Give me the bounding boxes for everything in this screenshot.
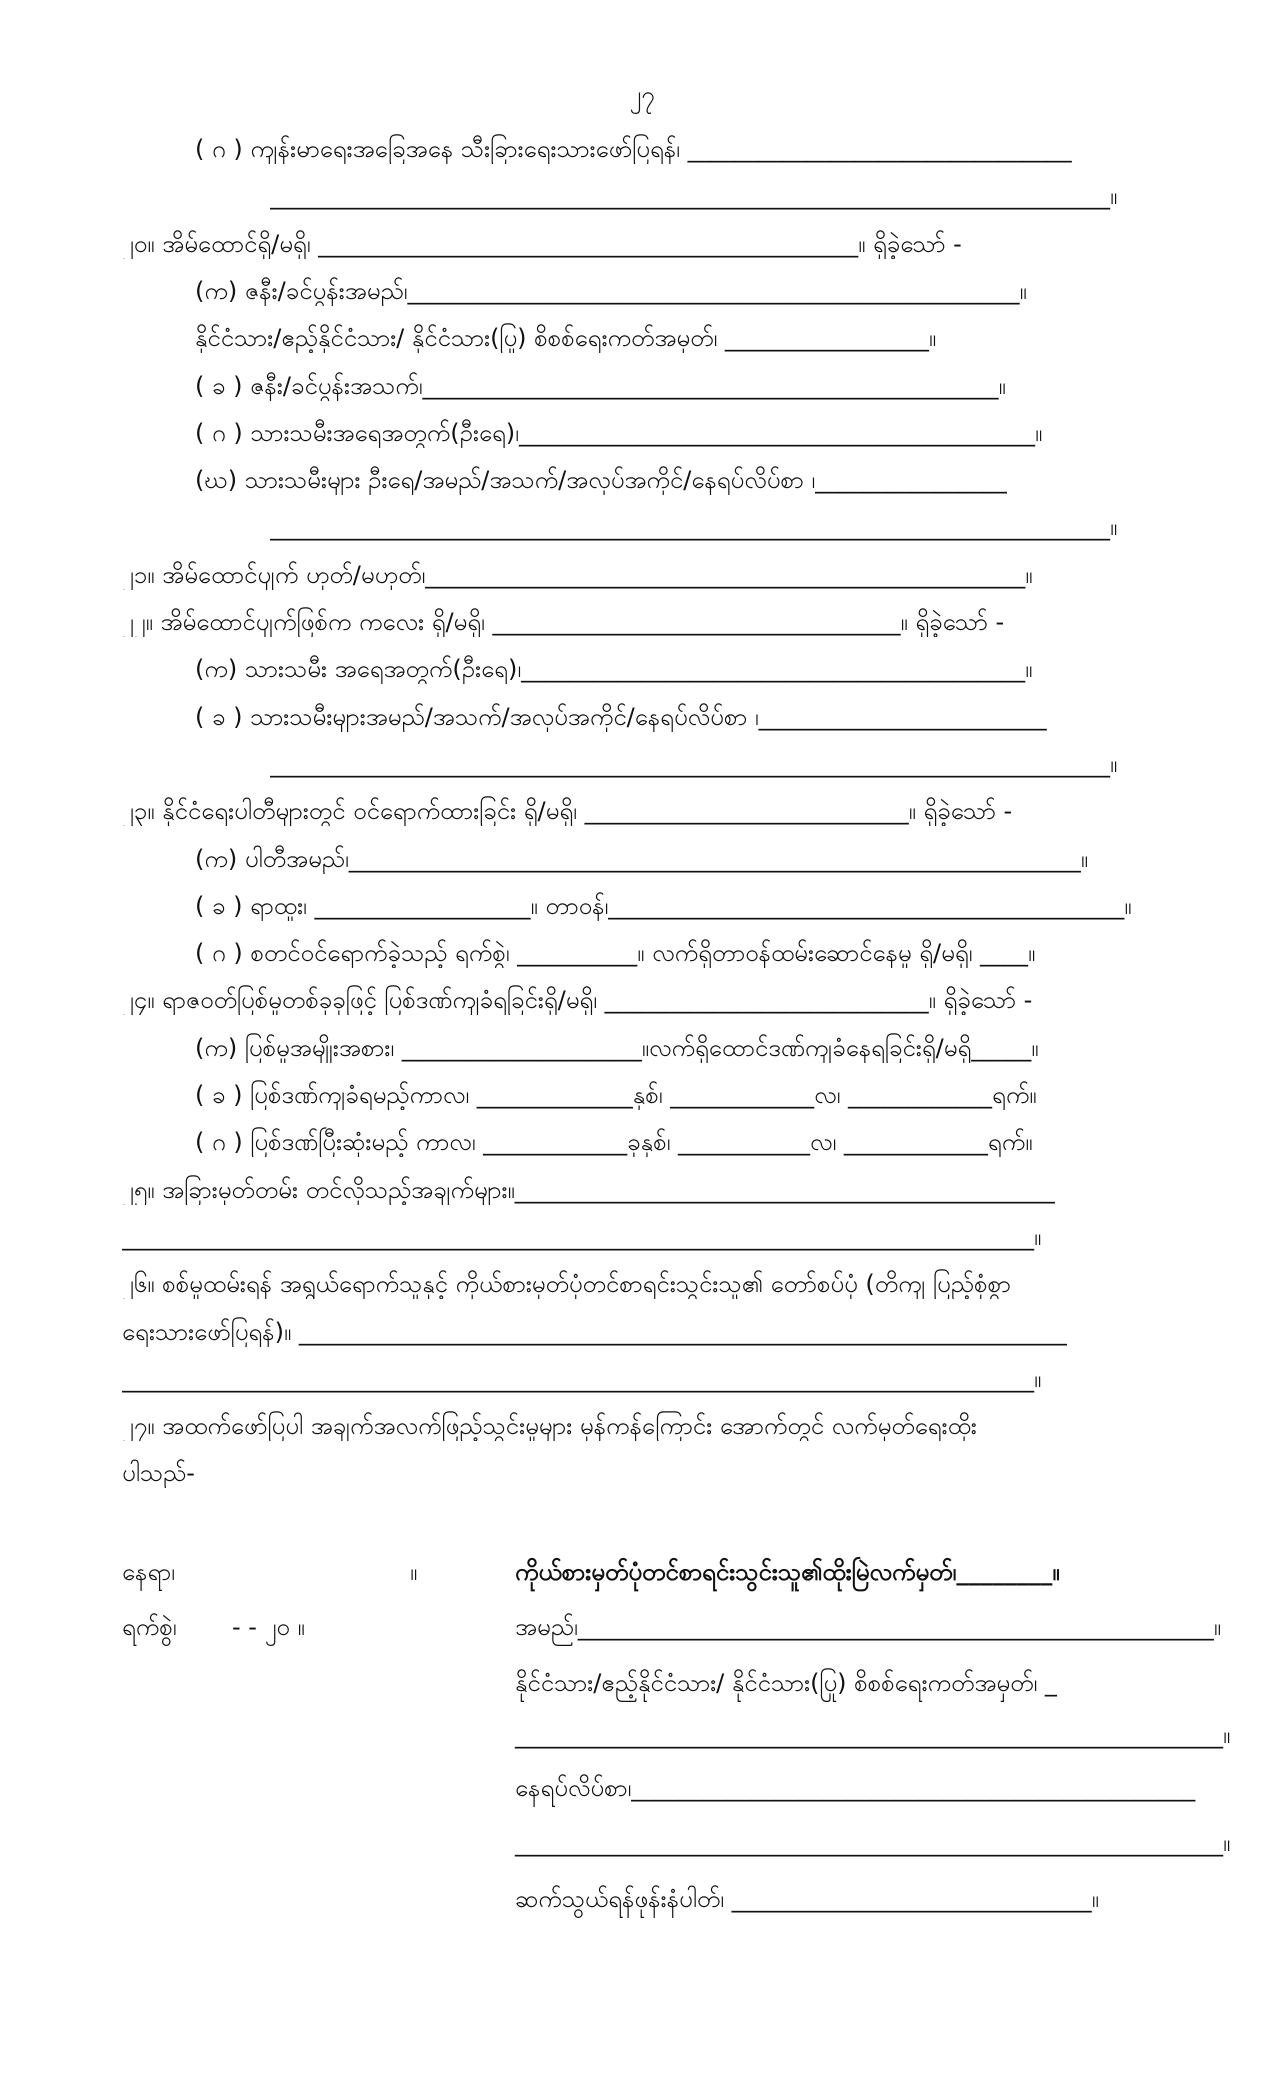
form-line-l7: ( ဂ ) သားသမီးအရေအတွက်(ဦးရေ)၊___________________________________________။ <box>195 419 1043 447</box>
form-line-l1: ( ဂ ) ကျန်းမာရေးအခြေအနေ သီးခြားရေးသားဖော်ပြရန်၊ ________________________________ <box>195 135 1072 163</box>
form-line-l26: ရေးသားဖော်ပြရန်)။ ________________________________________________________________ <box>122 1318 1067 1346</box>
name-field[interactable]: အမည်၊_____________________________________________________။ <box>515 1613 1222 1641</box>
page-number: ၂၇ <box>629 81 655 109</box>
date-label: ရက်စွဲ၊ <box>122 1613 177 1641</box>
form-line-l6: ( ခ ) ဇနီး/ခင်ပွန်းအသက်၊________________________________________________။ <box>195 372 1006 400</box>
form-line-l17: ( ခ ) ရာထူး၊ __________________။ တာဝန်၊___________________________________________။ <box>195 892 1132 920</box>
form-line-l29: ပါသည်- <box>122 1459 195 1487</box>
place-end: ။ <box>410 1558 418 1586</box>
form-line-l3: ၂၀။ အိမ်ထောင်ရှိ/မရှိ၊ _____________________________________________။ ရှိခဲ့သော် - <box>122 230 962 258</box>
form-line-l4: (က) ဇနီး/ခင်ပွန်းအမည်၊___________________________________________________။ <box>195 277 1027 305</box>
form-line-l8: (ဃ) သားသမီးများ ဦးရေ/အမည်/အသက်/အလုပ်အကိုင်/နေရပ်လိပ်စာ ၊________________ <box>195 466 1008 494</box>
form-line-l20: (က) ပြစ်မှုအမျိုးအစား၊ ____________________။လက်ရှိထောင်ဒဏ်ကျခံနေရခြင်းရှိ/မရှိ_____။ <box>195 1034 1039 1062</box>
form-line-l10: ၂၁။ အိမ်ထောင်ပျက် ဟုတ်/မဟုတ်၊__________________________________________________။ <box>122 561 1033 589</box>
nrc-field[interactable]: နိုင်ငံသား/ဧည့်နိုင်ငံသား/ နိုင်ငံသား(ပြု) စိစစ်ရေးကတ်အမှတ်၊ _ <box>515 1669 1057 1697</box>
form-line-l23: ၂၅။ အခြားမှတ်တမ်း တင်လိုသည့်အချက်များ။_____________________________________________ <box>122 1176 1055 1204</box>
form-line-l9: ______________________________________________________________________။ <box>270 513 1118 541</box>
form-line-l27: ____________________________________________________________________________။ <box>122 1365 1042 1393</box>
form-line-l5: နိုင်ငံသား/ဧည့်နိုင်ငံသား/ နိုင်ငံသား(ပြု) စိစစ်ရေးကတ်အမှတ်၊ _________________။ <box>195 324 937 352</box>
form-line-l16: (က) ပါတီအမည်၊_____________________________________________________________။ <box>195 845 1089 873</box>
form-line-l12: (က) သားသမီး အရေအတွက်(ဦးရေ)၊__________________________________________။ <box>195 655 1033 683</box>
form-line-l15: ၂၃။ နိုင်ငံရေးပါတီများတွင် ဝင်ရောက်ထားခြင်း ရှိ/မရှိ၊ ___________________________။ ရှိခဲ့သော် - <box>122 797 1013 825</box>
form-line-l14: ______________________________________________________________________။ <box>270 750 1118 778</box>
form-line-l18: ( ဂ ) စတင်ဝင်ရောက်ခဲ့သည့် ရက်စွဲ၊ __________။ လက်ရှိတာဝန်ထမ်းဆောင်နေမှု ရှိ/မရှိ၊ ____။ <box>195 939 1036 967</box>
form-line-l28: ၂၇။ အထက်ဖော်ပြပါ အချက်အလက်ဖြည့်သွင်းမှုများ မှန်ကန်ကြောင်း အောက်တွင် လက်မှတ်ရေးထိုး <box>122 1412 977 1440</box>
form-line-l11: ၂၂။ အိမ်ထောင်ပျက်ဖြစ်က ကလေး ရှိ/မရှိ၊ __________________________________။ ရှိခဲ့သော် - <box>122 608 1005 636</box>
nrc-field-continued[interactable]: ___________________________________________________________။ <box>515 1721 1231 1749</box>
address-field-continued[interactable]: ___________________________________________________________။ <box>515 1829 1231 1857</box>
form-line-l25: ၂၆။ စစ်မှုထမ်းရန် အရွယ်ရောက်သူနှင့် ကိုယ်စားမှတ်ပုံတင်စာရင်းသွင်းသူ၏ တော်စပ်ပုံ (တိကျ ပြည့်စုံစွာ <box>122 1270 1011 1298</box>
form-line-l22: ( ဂ ) ပြစ်ဒဏ်ပြီးဆုံးမည့် ကာလ၊ ____________ခုနှစ်၊ ___________လ၊ ____________ရက်။ <box>195 1128 1033 1156</box>
date-value: - - ၂၀ ။ <box>232 1613 305 1641</box>
place-label: နေရာ၊ <box>122 1558 175 1586</box>
form-line-l19: ၂၄။ ရာဇဝတ်ပြစ်မှုတစ်ခုခုဖြင့် ပြစ်ဒဏ်ကျခံရခြင်းရှိ/မရှိ၊ ___________________________။ ရှိခဲ့သော် - <box>122 986 1033 1014</box>
address-field[interactable]: နေရပ်လိပ်စာ၊_______________________________________________ <box>515 1774 1196 1802</box>
form-line-l13: ( ခ ) သားသမီးများအမည်/အသက်/အလုပ်အကိုင်/နေရပ်လိပ်စာ ၊________________________ <box>195 703 1047 731</box>
signature-title: ကိုယ်စားမှတ်ပုံတင်စာရင်းသွင်းသူ၏ထိုးမြဲလက်မှတ်၊________။ <box>515 1558 1060 1586</box>
phone-field[interactable]: ဆက်သွယ်ရန်ဖုန်းနံပါတ်၊ ______________________________။ <box>515 1885 1099 1913</box>
form-line-l21: ( ခ ) ပြစ်ဒဏ်ကျခံရမည့်ကာလ၊ _____________နှစ်၊ ____________လ၊ ____________ရက်။ <box>195 1081 1037 1109</box>
form-line-l2: ______________________________________________________________________။ <box>270 182 1118 210</box>
form-line-l24: ____________________________________________________________________________။ <box>122 1223 1042 1251</box>
